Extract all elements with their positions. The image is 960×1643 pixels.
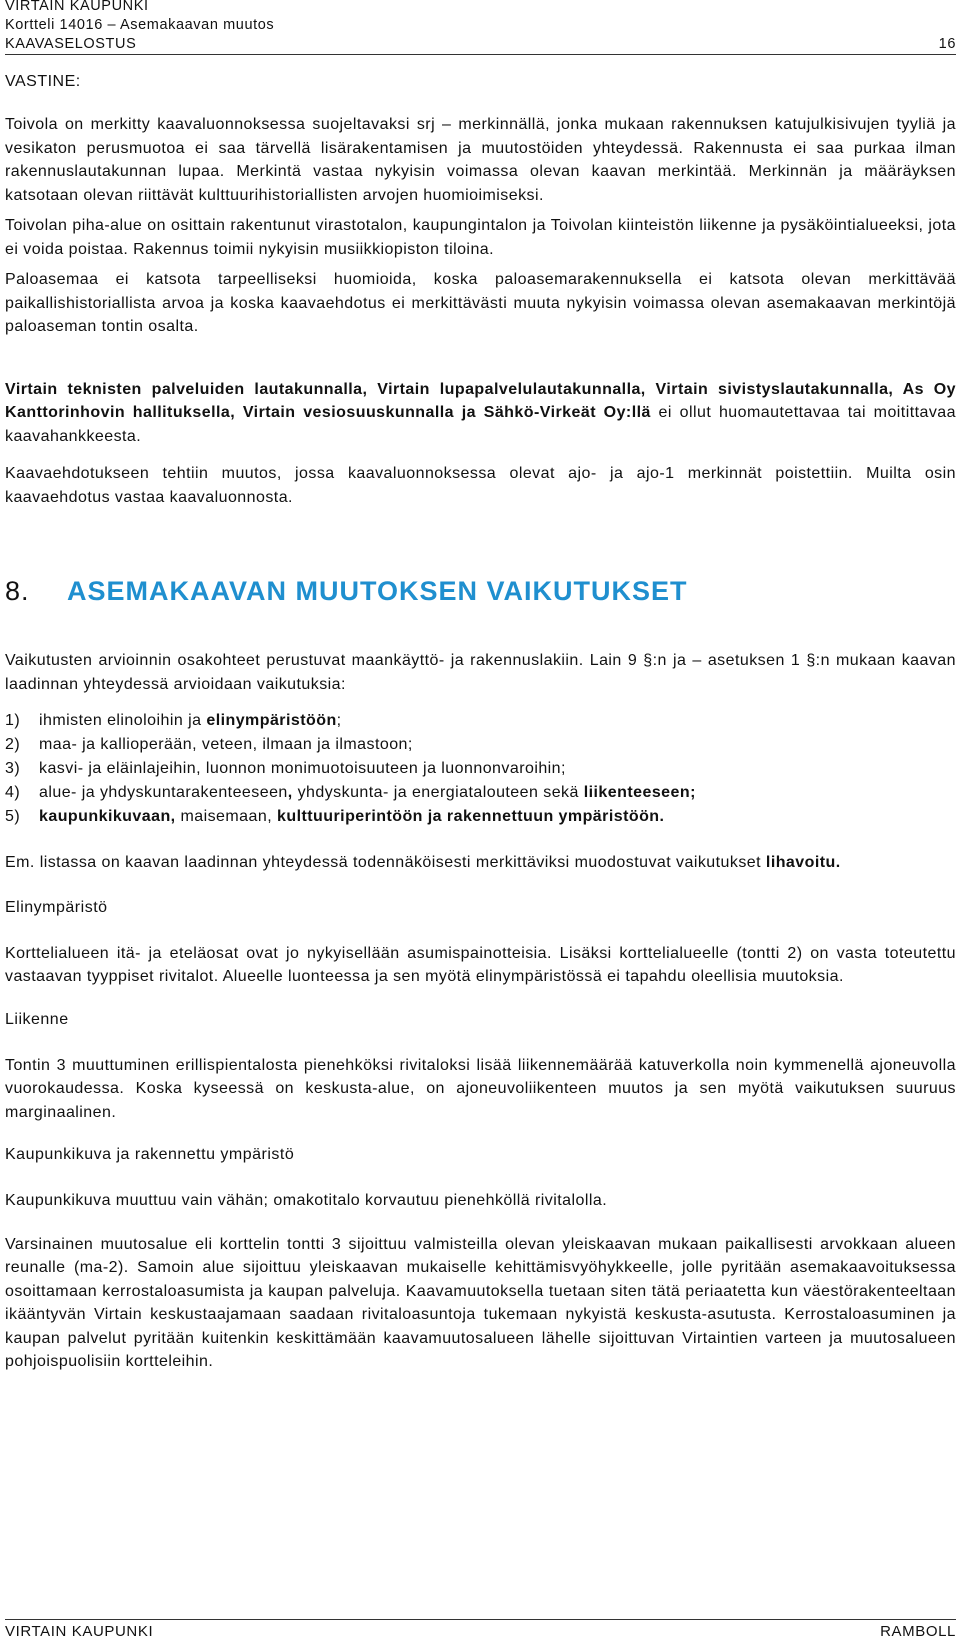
bold-note: Em. listassa on kaavan laadinnan yhteydessä todennäköisesti merkittäviksi muodostuvat vaikutukset lihavoitu. — [5, 854, 841, 871]
liikenne-text: Tontin 3 muuttuminen erillispientalosta pienehköksi rivitaloksi lisää liikennemäärää katuverkolla noin kymmenellä ajoneuvolla vuorokaudessa. Koska kyseessä on keskusta-alue, on ajoneuvoliikenteen muutos ja sen myötä vaikutuksen suuruus marginaalinen. — [5, 1056, 956, 1121]
header-section: KAAVASELOSTUS — [5, 36, 137, 52]
kaupunkikuva-text-1: Kaupunkikuva muuttuu vain vähän; omakotitalo korvautuu pienehköllä rivitalolla. — [5, 1192, 608, 1209]
statement-paragraph — [5, 378, 956, 449]
kaupunkikuva-text-2: Varsinainen muutosalue eli korttelin tontti 3 sijoittuu valmisteilla olevan yleiskaavan mukaan paikallisesti arvokkaan alueen reunalle (ma-2). Samoin alue sijoittuu yleiskaavan mukaiselle kehittämisvyöhykkeelle, jolle pyritään asemakaavoituksessa osoittamaan kerrostaloasumista ja kaupan palveluja. Kaavamuutoksella tuetaan siten tätä periaatetta kun väestörakenteeltaan ikääntyvän Virtain keskustaajamaan saadaan rivitaloasuntoja tukemaan nykyistä keskusta-asutusta. Kerrostaloasuminen ja kaupan palvelut pyritään kuitenkin keskittämään kaavamuutosalueen lähelle sijoittuvan Virtaintien varteen ja muutosalueen pohjoispuolisiin kortteleihin. — [5, 1235, 956, 1370]
list-item: 3) kasvi- ja eläinlajeihin, luonnon monimuotoisuuteen ja luonnonvaroihin; — [5, 760, 566, 777]
subheading-elinymparisto: Elinympäristö — [5, 898, 108, 916]
subheading-liikenne: Liikenne — [5, 1010, 69, 1028]
subheading-kaupunkikuva: Kaupunkikuva ja rakennettu ympäristö — [5, 1146, 295, 1163]
list-item: 2) maa- ja kallioperään, veteen, ilmaan ja ilmastoon; — [5, 736, 413, 753]
header-section-row — [5, 35, 956, 55]
section-intro: Vaikutusten arvioinnin osakohteet perustuvat maankäyttö- ja rakennuslakiin. Lain 9 §:n ja – asetuksen 1 §:n mukaan kaavan laadinnan yhteydessä arvioidaan vaikutuksia: — [5, 652, 956, 693]
page-footer — [5, 1619, 956, 1642]
vastine-paragraph-1: Toivola on merkitty kaavaluonnoksessa suojeltavaksi srj – merkinnällä, jonka mukaan rakennuksen katujulkisivujen tyyliä ja vesikaton perusmuotoa ei saa tärvellä lisärakentamisen ja muutostöiden yhteydessä. Rakennusta ei saa purkaa ilman rakennuslautakunnan lupaa. Merkintä vastaa nykyisin voimassa olevan kaavan merkintää. Merkinnän ja määräyksen katsotaan olevan riittävät kulttuurihistoriallisten arvojen huomioimiseksi. — [5, 116, 956, 204]
header-org: VIRTAIN KAUPUNKI — [5, 0, 149, 14]
change-paragraph: Kaavaehdotukseen tehtiin muutos, jossa kaavaluonnoksessa olevat ajo- ja ajo-1 merkinnät poistettiin. Muilta osin kaavaehdotus vastaa kaavaluonnosta. — [5, 465, 956, 506]
vastine-paragraph-3: Paloasemaa ei katsota tarpeelliseksi huomioida, koska paloasemarakennuksella ei katsota olevan merkittävää paikallishistoriallista arvoa ja koska kaavaehdotus ei merkittävästi muuta nykyisin voimassa olevan asemakaavan merkintöjä paloaseman tontin osalta. — [5, 271, 956, 335]
section-title: ASEMAKAAVAN MUUTOKSEN VAIKUTUKSET — [67, 576, 688, 606]
impact-list — [5, 709, 956, 829]
section-number: 8. — [5, 576, 30, 606]
footer-company: RAMBOLL — [880, 1623, 956, 1640]
document-page — [5, 0, 955, 1643]
statement-rest: ei ollut huomautettavaa tai moitittavaa kaavahankkeesta. — [5, 404, 956, 445]
vastine-paragraph-2: Toivolan piha-alue on osittain rakentunut virastotalon, kaupungintalon ja Toivolan kiinteistön liikenne ja pysäköintialueeksi, jota ei voida poistaa. Rakennus toimii nykyisin musiikkiopiston tiloina. — [5, 217, 956, 258]
list-item: 4) alue- ja yhdyskuntarakenteeseen, yhdyskunta- ja energiatalouteen sekä liikenteeseen; — [5, 784, 696, 801]
section-heading — [5, 571, 955, 611]
footer-org: VIRTAIN KAUPUNKI — [5, 1623, 154, 1640]
list-item: 1) ihmisten elinoloihin ja elinympäristöön; — [5, 712, 342, 729]
header-title: Kortteli 14016 – Asemakaavan muutos — [5, 17, 275, 33]
list-item: 5) kaupunkikuvaan, maisemaan, kulttuuriperintöön ja rakennettuun ympäristöön. — [5, 808, 665, 825]
vastine-label: VASTINE: — [5, 73, 81, 90]
page-number: 16 — [938, 36, 956, 52]
elinymparisto-text: Korttelialueen itä- ja eteläosat ovat jo nykyisellään asumispainotteisia. Lisäksi korttelialueelle (tontti 2) on vasta toteutettu vastaavan tyyppiset rivitalot. Alueelle luonteessa ja sen myötä elinympäristössä ei tapahdu oleellisia muutoksia. — [5, 944, 956, 985]
statement-bold: Virtain teknisten palveluiden lautakunnalla, Virtain lupapalvelulautakunnalla, Virtain sivistyslautakunnalla, As Oy Kanttorinhovin hallituksella, Virtain vesiosuuskunnalla ja Sähkö-Virkeät Oy:llä — [5, 380, 956, 421]
